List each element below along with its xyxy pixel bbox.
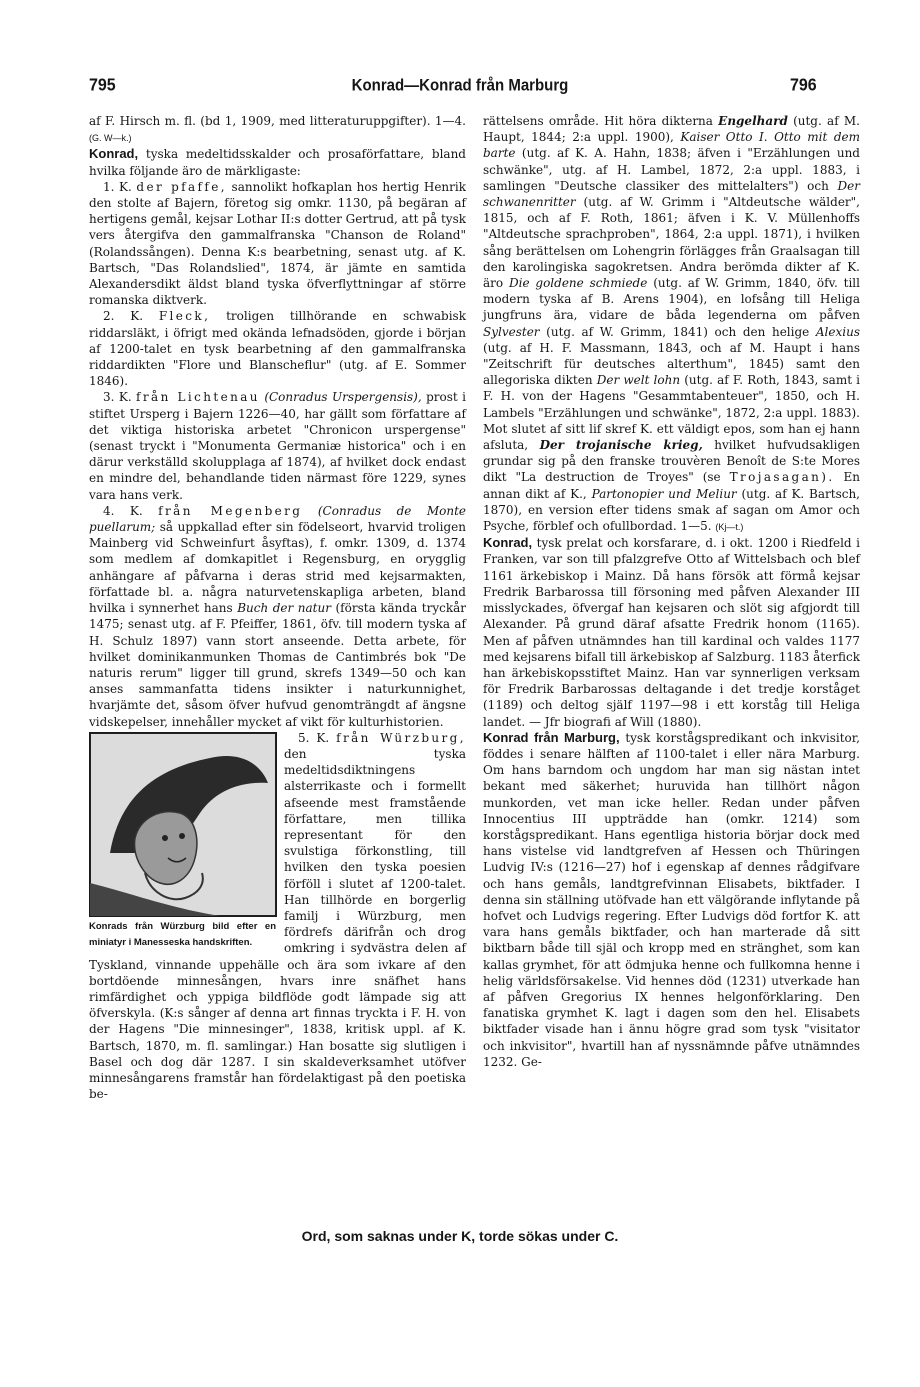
page-number-right: 796 [790, 76, 817, 95]
page-footer-note: Ord, som saknas under K, torde sökas under C. [301, 1228, 619, 1244]
paragraph: 5. K. från Würzburg, Konrads från Würzburg bild efter en miniatyr i Manesseska handskriften. den tyska medeltidsdiktningens alsterrikaste och i formellt afseende mest framstående författare, men tillika representant för den svulstiga förkonstling, till hvilken den tyska poesien förföll i slutet af 1200-talet. Han tillhörde en borgerlig familj i Würzburg, men fördrefs därifrån och drog omkring i sydvästra delen af Tyskland, vinnande uppehälle och ära som ivkare af den bortdöende minnesången, hvars inre snäfhet hans rimfärdighet och yppiga bildflöde godt lämpade sig att öfverskyla. (K:s sånger af denna art finnas tryckta i F. H. von der Hagens "Die minnesinger", 1838, kritisk uppl. af K. Bartsch, 1870, m. fl. samlingar.) Han bosatte sig slutligen i Basel och dog där 1287. I sin skaldeverksamhet utöfver minnesångarens framstår han fördelaktigast på den poetiska be- [89, 730, 466, 1102]
right-column [483, 113, 860, 1070]
paragraph: Konrad från Marburg, tysk korstågspredikant och inkvisitor, föddes i senare hälften af 1100-talet i eller nära Marburg. Om hans barndom och ungdom har man sig nästan intet bekant med säkerhet; huruvida han tillhört någon munkorden, vet man icke heller. Redan under påfven Innocentius III uppträdde han (omkr. 1214) som korstågspredikant. Hans egentliga historia börjar dock med hans vistelse vid landtgrefven af Hessen och Thüringen Ludvig IV:s (1216—27) hof i egenskap af dennes rådgifvare och hans gemåls, landtgrefvinnan Elisabets, biktfader. I denna sin ställning utöfvade han ett välgörande inflytande på hofvet och Ludvigs regering. Efter Ludvigs död fortfor K. att vara hans gemåls biktfader, och han marterade då sitt biktbarn både till själ och kropp med en stränghet, som kan kallas grymhet, för att ödmjuka henne och fullkomna henne i helig världsförsakelse. Vid hennes död (1231) utverkade han af påfven Gregorius IX hennes helgonförklaring. Den fanatiska grymhet K. lagt i dagen som den hel. Elisabets biktfader visade han i ännu högre grad som tysk "visitator och inkvisitor", hvartill han af nyssnämnde påfve utnämndes 1232. Ge- [483, 729, 860, 1069]
paragraph: rättelsens område. Hit höra dikterna Engelhard (utg. af M. Haupt, 1844; 2:a uppl. 1900), Kaiser Otto I. Otto mit dem barte (utg. af K. A. Hahn, 1838; äfven i "Erzählungen und schwänke", utg. af H. Lambel, 1872, 2:a uppl. 1883, i samlingen "Deutsche classiker des mittelalters") och Der schwanenritter (utg. af W. Grimm i "Altdeutsche wälder", 1815, och af F. Roth, 1861; äfven i K. V. Müllenhoffs "Altdeutsche sprachproben", 1864, 2:a uppl. 1871), i hvilken sång berättelsen om Lohengrin förlägges från Graalsagan till den karolingiska sagokretsen. Andra berömda dikter af K. äro Die goldene schmiede (utg. af W. Grimm, 1840, öfv. till modern tyska af B. Arens 1904), en lofsång till Heliga jungfruns ära, vidare de båda legenderna om påfven Sylvester (utg. af W. Grimm, 1841) och den helige Alexius (utg. af H. F. Massmann, 1843, och af M. Haupt i hans "Zeitschrift für deutsches alterthum", 1845) samt den allegoriska dikten Der welt lohn (utg. af F. Roth, 1843, samt i F. H. von der Hagens "Gesammtabenteuer", 1850, och H. Lambels "Erzählungen und schwänke", 1872, 2:a uppl. 1883). Mot slutet af sitt lif skref K. ett väldigt epos, som han ej hann afsluta, Der trojanische krieg, hvilket hufvudsakligen grundar sig på den franske trouvèren Benoît de S:te Mores dikt "La destruction de Troyes" (se Trojasagan). En annan dikt af K., Partonopier und Meliur (utg. af K. Bartsch, 1870), en version efter tidens smak af sagan om Amor och Psyche, förblef och ofullbordad. 1—5. (Kj—t.) [483, 114, 861, 534]
page-number-left: 795 [89, 76, 116, 95]
left-column [89, 113, 466, 1102]
running-title: Konrad—Konrad från Marburg [351, 76, 569, 95]
entry-heading: Konrad, [89, 146, 139, 162]
page-header [0, 77, 920, 99]
paragraph: Konrad, tyska medeltidsskalder och prosaförfattare, bland hvilka följande äro de märkligaste: [89, 146, 466, 178]
entry-heading: Konrad, [483, 535, 533, 551]
portrait-figure [89, 732, 276, 949]
author-signature: (G. W—k.) [89, 133, 132, 144]
portrait-image [89, 732, 277, 917]
paragraph: 2. K. Fleck, troligen tillhörande en schwabisk riddarsläkt, i öfrigt med okända lefnadsöden, gjorde i början af 1200-talet en tysk bearbetning af den gammalfranska riddardikten "Flore und Blanscheflur" (utg. af E. Sommer 1846). [89, 309, 466, 389]
paragraph: 3. K. från Lichtenau (Conradus Urspergensis), prost i stiftet Ursperg i Bajern 1226—40, har gällt som författare af det viktiga historiska arbetet "Chronicon urspergense" (senast tryckt i "Monumenta Germaniæ historica" och i en därur verkställd skolupplaga af 1874), af hvilket dock endast en mindre del, behandlande tiden närmast före 1229, synes vara hans verk. [89, 390, 466, 502]
paragraph: Konrad, tysk prelat och korsfarare, d. i okt. 1200 i Riedfeld i Franken, var son till pfalzgrefve Otto af Wittelsbach och blef 1161 ärkebiskop i Mainz. Då hans försök att förmå kejsar Fredrik Barbarossa till försoning med påfven Alexander III misslyckades, öfvergaf han kejsaren och slöt sig afgjordt till Alexander. På grund däraf afsatte Fredrik honom (1165). Men af påfven utnämndes han till kardinal och valdes 1177 med kejsarens bifall till ärkebiskop af Salzburg. 1183 återfick han ärkebiskopsstiftet Mainz. Han var synnerligen verksam för Fredrik Barbarossas deltagande i det tredje korståget (1189) och deltog själf 1197—98 i ett korståg till Heliga landet. — Jfr biografi af Will (1880). [483, 535, 860, 729]
figure-caption: Konrads från Würzburg bild efter en miniatyr i Manesseska handskriften. [89, 920, 276, 948]
entry-heading: Konrad från Marburg, [483, 729, 620, 745]
paragraph: af F. Hirsch m. fl. (bd 1, 1909, med litteraturuppgifter). 1—4. (G. W—k.) [89, 114, 466, 144]
author-signature: (Kj—t.) [715, 522, 744, 533]
paragraph: 4. K. från Megenberg (Conradus de Monte puellarum; så uppkallad efter sin födelseort, hvarvid troligen Mainberg vid Schweinfurt åsyftas), f. omkr. 1309, d. 1374 som medlem af domkapitlet i Regensburg, en orygglig anhängare af påfvarna i deras strid med kejsarmakten, författade bl. a. några naturvetenskapliga arbeten, bland hvilka i synnerhet hans Buch der natur (första kända tryckår 1475; senast utg. af F. Pfeiffer, 1861, öfv. till modern tyska af H. Schulz 1897) vann stort anseende. Detta arbete, för hvilket dominikanmunken Thomas de Cantimbrés bok "De naturis rerum" ligger till grund, skrefs 1349—50 och kan anses sammanfatta tidens insikter i naturkunnighet, hvarjämte det, såsom öfver hufvud genomträngdt af ängsne vidskepelser, innehåller mycket af vikt för kulturhistorien. [89, 503, 466, 729]
paragraph: 1. K. der pfaffe, sannolikt hofkaplan hos hertig Henrik den stolte af Bajern, företog sig omkr. 1130, på begäran af hertigens gemål, kejsar Lothar II:s dotter Gertrud, att på tysk vers återgifva den gammalfranska "Chanson de Roland" (Rolandssången). Denna K:s bearbetning, senast utg. af K. Bartsch, "Das Rolandslied", 1874, är jämte en samtida Alexandersdikt äldst bland tyska öfverflyttningar af större romanska diktverk. [89, 179, 466, 308]
